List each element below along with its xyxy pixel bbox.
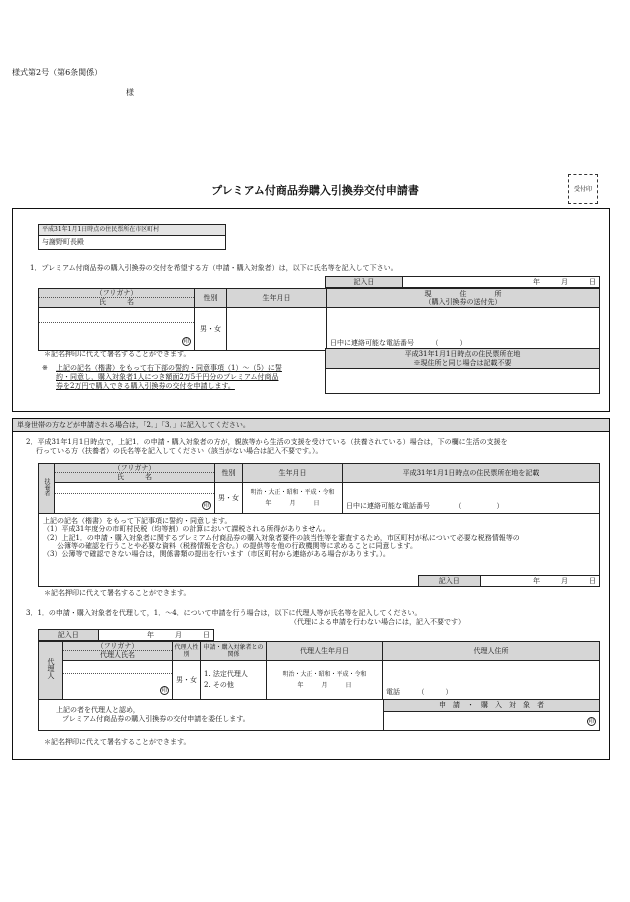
page-title: プレミアム付商品券購入引換券交付申請書: [211, 184, 419, 197]
section2-sign-note: ＊記名押印に代えて署名することができます。: [44, 589, 191, 597]
proxy-gender-select[interactable]: 男・女: [173, 660, 201, 699]
received-stamp-label: 受付印: [573, 186, 592, 193]
section2-entry-date: [418, 575, 600, 587]
proxy-furigana-input[interactable]: [63, 661, 172, 673]
phone-paren: （ ）: [435, 339, 467, 348]
proxy-phone-label: 電話: [386, 688, 400, 697]
section1-pledge: [42, 364, 322, 390]
supporter-phone-label: 日中に連絡可能な電話番号: [346, 502, 430, 511]
resident-address-note: ※現住所と同じ場合は記載不要: [413, 358, 512, 367]
mayor-addressee: 与謝野町長殿: [39, 236, 226, 250]
section2-entry-date-label: 記入日: [419, 576, 481, 587]
supporter-resident-input[interactable]: [343, 482, 600, 513]
applicant-table: [38, 288, 600, 348]
pledge-line-2: 約・同意し，購入対象者1人につき額面2万5千円分のプレミアム付商品: [56, 372, 279, 381]
supporter-side-label: 扶養者: [39, 464, 55, 514]
supporter-pledge-line-1: 上記の記名（楷書）をもって下記事項に誓約・同意します。: [43, 516, 232, 525]
phone-label: 日中に連絡可能な電話番号: [330, 339, 414, 348]
supporter-birthdate-header: 生年月日: [243, 464, 343, 483]
delegation-line-2: プレミアム付商品券の購入引換券の交付申請を委任します。: [62, 714, 250, 723]
supporter-pledge-line-4: 公簿等の確認を行うことや必要な資料（税務情報を含む。）の提供等を他の行政機関等に求めることに同意します。: [43, 541, 417, 550]
section3-intro-line-2: （代理による申請を行わない場合には，記入不要です）: [290, 617, 465, 626]
received-stamp-box: [568, 174, 598, 204]
section3-sign-note: ＊記名押印に代えて署名することができます。: [44, 738, 191, 746]
birthdate-input[interactable]: [227, 307, 327, 350]
entry-date-label: 記入日: [326, 277, 403, 288]
delegation-line-1: 上記の者を代理人と認め，: [56, 706, 140, 714]
proxy-side-label: 代理人: [39, 642, 63, 700]
section2-intro-line-2: 行っている方（扶養者）の氏名等を記入してください（該当がない場合は記入不要です。）。: [36, 446, 323, 455]
section1-entry-date: [325, 276, 600, 287]
proxy-phone-paren: （ ）: [421, 688, 453, 697]
address-header: 現 住 所: [424, 289, 502, 298]
supporter-resident-header: 平成31年1月1日時点の住民票所在地を記載: [343, 464, 600, 483]
furigana-input[interactable]: [39, 308, 194, 322]
pledge-mark: ※: [42, 364, 48, 372]
proxy-birthdate-header: 代理人生年月日: [267, 642, 383, 661]
section2-intro-line-1: 2．平成31年1月1日時点で，上記1．の申請・購入対象者の方が，親族等から生活の支援を受けている（扶養されている）場合は，下の欄に生活の支援を: [26, 438, 508, 446]
proxy-address-input[interactable]: [383, 660, 600, 699]
section3-entry-date-field[interactable]: 年 月 日: [98, 630, 214, 641]
target-seal-icon: 印: [588, 717, 595, 725]
addressee-suffix: 様: [126, 88, 134, 97]
proxy-furigana-header: （フリガナ）: [96, 642, 139, 650]
address-input[interactable]: [327, 307, 600, 350]
supporter-pledge-line-5: （3）公簿等で確認できない場合は，関係書類の提出を行います（市区町村から連絡がある場合があります。）。: [43, 550, 390, 559]
section3-intro: [26, 609, 606, 627]
proxy-birthdate-input[interactable]: 明治・大正・昭和・平成・令和 年 月 日: [267, 660, 383, 699]
section3-entry-date: [38, 629, 214, 641]
target-person-label: 申 請 ・ 購 入 対 象 者: [384, 700, 600, 712]
pledge-line-3: 券を2万円で購入できる購入引換券の交付を申請します。: [56, 381, 235, 390]
seal-icon: 印: [183, 337, 190, 345]
section3-entry-date-label: 記入日: [39, 630, 99, 641]
municipality-box: [38, 224, 226, 250]
section1-intro: 1．プレミアム付商品券の購入引換券の交付を希望する方（申請・購入対象者）は，以下に氏名等を記入して下さい。: [30, 264, 398, 272]
supporter-table: [38, 463, 600, 587]
municipality-label: 平成31年1月1日時点の住民票所在市区町村: [39, 225, 226, 236]
supporter-birthdate-input[interactable]: 明治・大正・昭和・平成・令和 年 月 日: [243, 482, 343, 513]
section1-sign-note: ＊記名押印に代えて署名することができます。: [44, 350, 191, 358]
proxy-table: [38, 641, 600, 699]
gender-header: 性別: [195, 289, 227, 308]
section2-entry-date-field[interactable]: 年 月 日: [480, 576, 599, 587]
supporter-seal-icon: 印: [203, 501, 210, 509]
proxy-relation-header: 申請・購入対象者との関係: [201, 642, 267, 661]
resident-address-input[interactable]: [326, 369, 600, 394]
supporter-gender-header: 性別: [215, 464, 243, 483]
supporter-name-input[interactable]: [55, 493, 214, 513]
name-input[interactable]: [39, 322, 194, 350]
supporter-furigana-header: （フリガナ）: [113, 464, 156, 472]
supporter-name-header: 氏 名: [55, 472, 214, 481]
address-sub-header: （購入引換券の送付先）: [424, 297, 502, 306]
name-header: 氏 名: [39, 297, 194, 306]
form-number: 様式第2号（第6条関係）: [12, 68, 103, 77]
proxy-gender-header: 代理人性別: [173, 642, 201, 661]
target-person-box: [383, 699, 600, 731]
target-person-input[interactable]: [384, 712, 600, 731]
proxy-address-header: 代理人住所: [383, 642, 600, 661]
birthdate-header: 生年月日: [227, 289, 327, 308]
proxy-name-input[interactable]: [63, 673, 172, 699]
proxy-seal-icon: 印: [161, 686, 168, 694]
gender-select[interactable]: 男・女: [195, 307, 227, 350]
pledge-line-1: 上記の記名（楷書）をもって右下部の誓約・同意事項（1）～（5）に誓: [56, 364, 282, 372]
resident-address-label: 平成31年1月1日時点の住民票所在地: [404, 350, 521, 359]
furigana-header: （フリガナ）: [95, 289, 138, 297]
section2-intro: [26, 438, 606, 456]
supporter-pledge-line-3: （2）上記1．の申請・購入対象者に関するプレミアム付商品券の購入対象者要件の該当性等を審査するため，市区町村が私について必要な税務情報等の: [43, 533, 520, 542]
proxy-name-header: 代理人氏名: [63, 650, 172, 659]
supporter-pledge-line-2: （1）平成31年度分の市町村民税（均等割）の計算において課税される所得がありません。: [43, 525, 330, 534]
supporter-furigana-input[interactable]: [55, 483, 214, 493]
resident-address-box: [325, 348, 600, 394]
entry-date-field[interactable]: 年 月 日: [402, 277, 599, 288]
delegation-text: [56, 706, 250, 724]
supporter-gender-select[interactable]: 男・女: [215, 482, 243, 513]
supporter-phone-paren: （ ）: [458, 502, 504, 511]
section3-intro-line-1: 3．1．の申請・購入対象者を代理して，1．～4．について申請を行う場合は，以下に代理人等が氏名等を記入してください。: [26, 609, 422, 617]
proxy-relation-select[interactable]: 1. 法定代理人 2. その他: [201, 660, 267, 699]
single-household-banner: 単身世帯の方などが申請される場合は，「2．」「3．」に記入してください。: [13, 419, 609, 432]
